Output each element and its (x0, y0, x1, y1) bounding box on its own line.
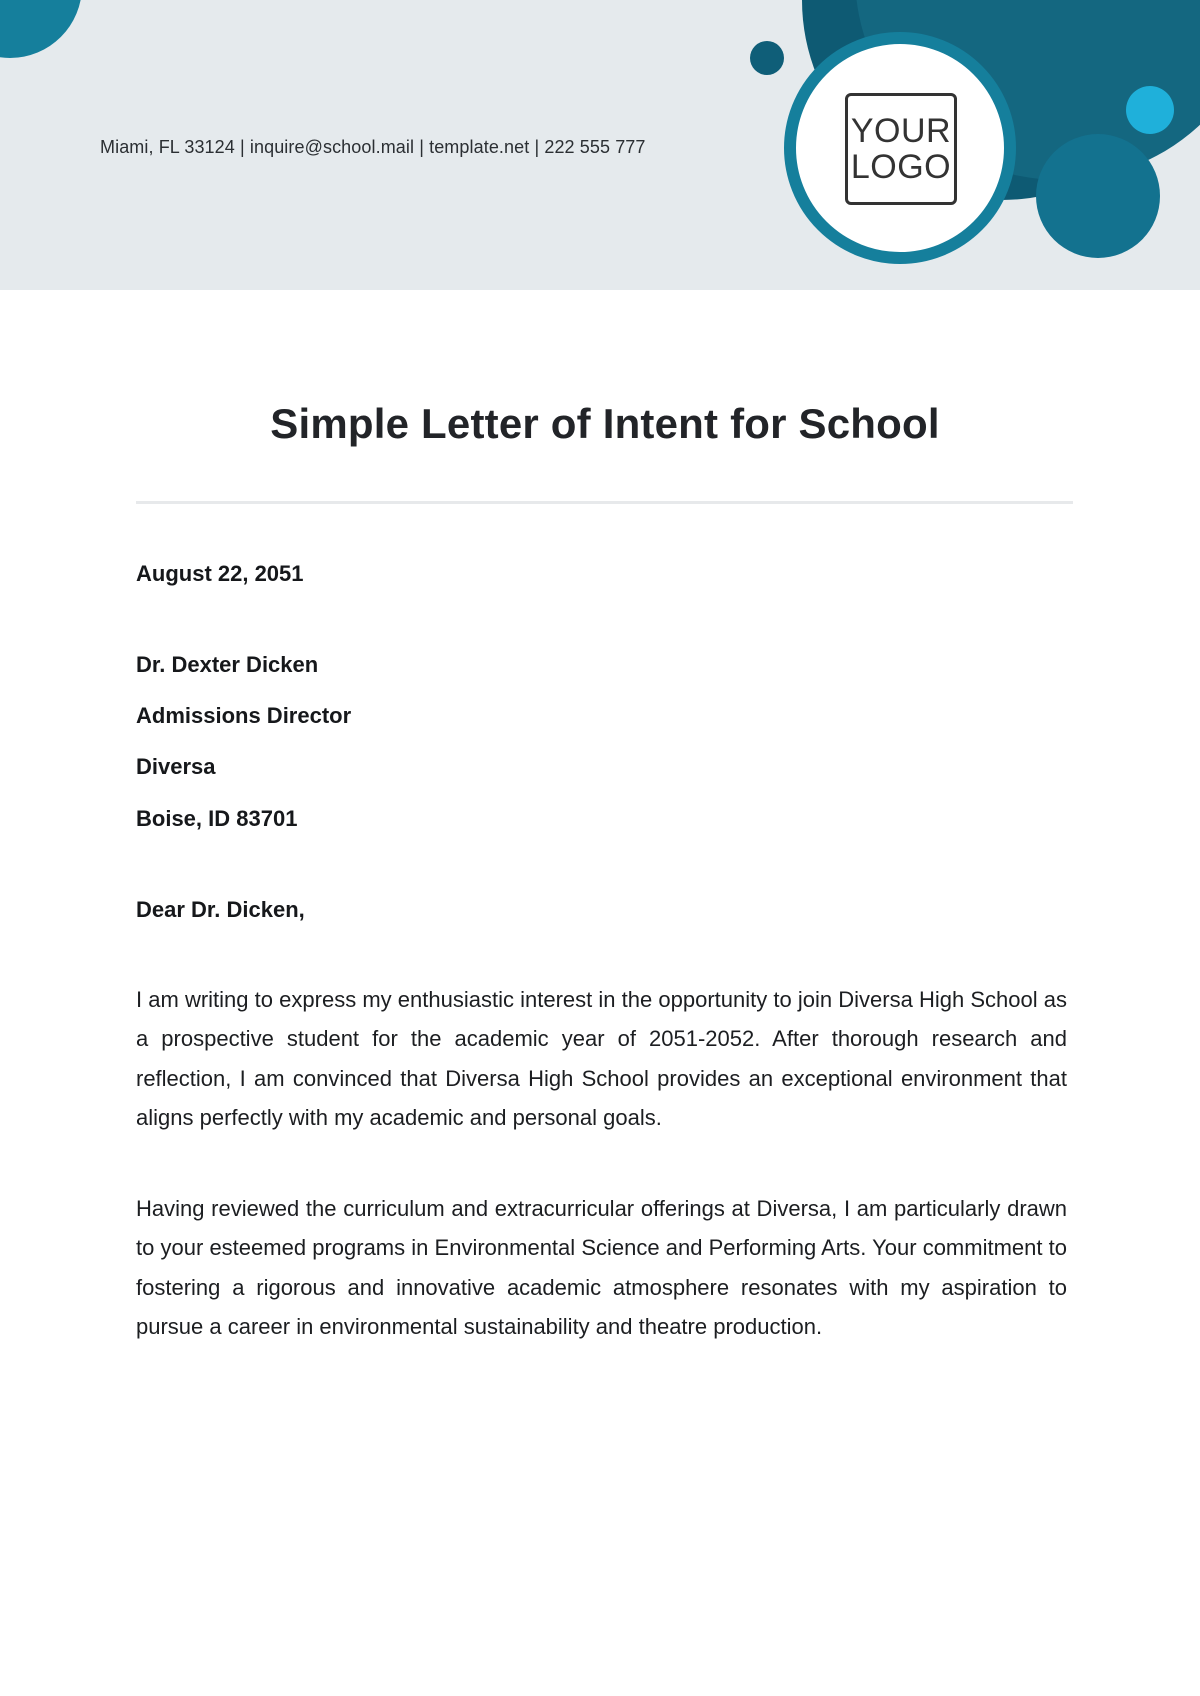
logo-text-line1: YOUR (850, 112, 952, 150)
salutation: Dear Dr. Dicken, (136, 897, 305, 922)
decorative-dot-bright (1126, 86, 1174, 134)
recipient-school: Diversa (136, 754, 216, 779)
title-divider (136, 501, 1073, 504)
decorative-circle-bottom-right (1036, 134, 1160, 258)
logo-text-line2: LOGO (850, 148, 952, 186)
decorative-circle-top-left (0, 0, 82, 58)
decorative-dot-small (750, 41, 784, 75)
recipient-position: Admissions Director (136, 703, 352, 728)
logo-placeholder (845, 93, 957, 205)
body-paragraph-1: I am writing to express my enthusiastic interest in the opportunity to join Diversa High School as a prospective student for the academic year of 2051-2052. After thorough research and reflection, I am convinced that Diversa High School provides an exceptional environment that aligns perfectly with my academic and personal goals. (136, 987, 1067, 1130)
letter-date: August 22, 2051 (136, 561, 304, 586)
body-paragraph-2: Having reviewed the curriculum and extracurricular offerings at Diversa, I am particularly drawn to your esteemed programs in Environmental Science and Performing Arts. Your commitment to fostering a rigorous and innovative academic atmosphere resonates with my aspiration to pursue a career in environmental sustainability and theatre production. (136, 1196, 1067, 1339)
recipient-address: Boise, ID 83701 (136, 806, 298, 831)
letterhead-band (0, 0, 1200, 290)
recipient-name: Dr. Dexter Dicken (136, 652, 319, 677)
contact-info: Miami, FL 33124 | inquire@school.mail | template.net | 222 555 777 (100, 137, 646, 157)
document-title: Simple Letter of Intent for School (270, 400, 940, 447)
